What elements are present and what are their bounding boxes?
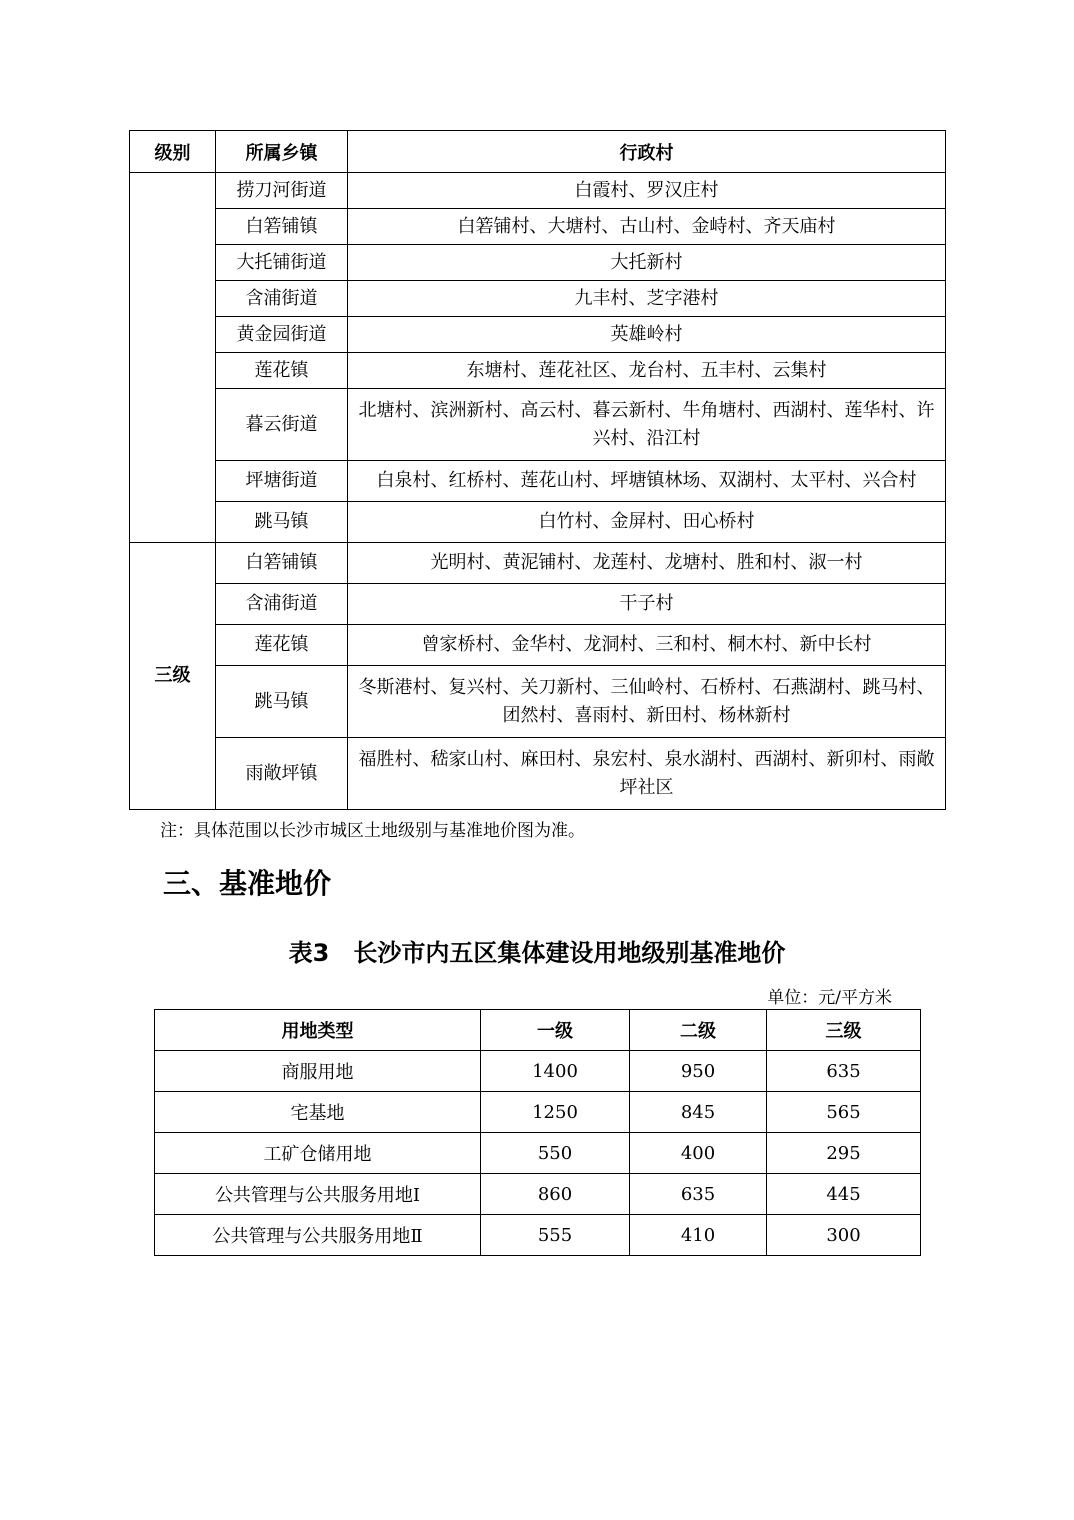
town-cell: 跳马镇 (216, 502, 348, 543)
villages-cell: 光明村、黄泥铺村、龙莲村、龙塘村、胜和村、淑一村 (348, 543, 946, 584)
table-row (130, 245, 946, 281)
villages-cell: 大托新村 (348, 245, 946, 281)
price-level-2-cell: 400 (630, 1133, 767, 1174)
price-level-1-cell: 860 (481, 1174, 630, 1215)
land-type-cell: 公共管理与公共服务用地Ⅱ (155, 1215, 481, 1256)
villages-cell: 干子村 (348, 584, 946, 625)
header-villages: 行政村 (348, 131, 946, 173)
town-cell: 含浦街道 (216, 584, 348, 625)
town-cell: 莲花镇 (216, 353, 348, 389)
table-row (130, 281, 946, 317)
price-level-2-cell: 845 (630, 1092, 767, 1133)
table-row (155, 1092, 921, 1133)
town-cell: 白箬铺镇 (216, 209, 348, 245)
header-level-3: 三级 (767, 1010, 921, 1051)
table-row (130, 389, 946, 461)
level-cell-blank (130, 173, 216, 543)
unit-label: 单位：元/平方米 (767, 988, 892, 1008)
town-cell: 含浦街道 (216, 281, 348, 317)
land-type-cell: 宅基地 (155, 1092, 481, 1133)
villages-cell: 白箬铺村、大塘村、古山村、金峙村、齐天庙村 (348, 209, 946, 245)
land-price-table (154, 1009, 921, 1256)
villages-cell: 冬斯港村、复兴村、关刀新村、三仙岭村、石桥村、石燕湖村、跳马村、团然村、喜雨村、新田村、杨林新村 (348, 666, 946, 738)
villages-cell: 曾家桥村、金华村、龙洞村、三和村、桐木村、新中长村 (348, 625, 946, 666)
table-row (155, 1215, 921, 1256)
price-level-3-cell: 635 (767, 1051, 921, 1092)
table-header-row (155, 1010, 921, 1051)
table-row (130, 543, 946, 584)
header-land-type: 用地类型 (155, 1010, 481, 1051)
town-cell: 雨敞坪镇 (216, 738, 348, 810)
town-cell: 暮云街道 (216, 389, 348, 461)
villages-cell: 白竹村、金屏村、田心桥村 (348, 502, 946, 543)
level-cell: 三级 (130, 543, 216, 810)
village-level-table (129, 130, 946, 810)
header-level: 级别 (130, 131, 216, 173)
town-cell: 黄金园街道 (216, 317, 348, 353)
villages-cell: 九丰村、芝字港村 (348, 281, 946, 317)
villages-cell: 英雄岭村 (348, 317, 946, 353)
land-type-cell: 公共管理与公共服务用地Ⅰ (155, 1174, 481, 1215)
table-caption: 表3 长沙市内五区集体建设用地级别基准地价 (288, 939, 786, 967)
price-level-2-cell: 950 (630, 1051, 767, 1092)
price-level-3-cell: 565 (767, 1092, 921, 1133)
land-type-cell: 商服用地 (155, 1051, 481, 1092)
table-row (155, 1051, 921, 1092)
villages-cell: 白霞村、罗汉庄村 (348, 173, 946, 209)
header-level-2: 二级 (630, 1010, 767, 1051)
table-row (130, 625, 946, 666)
table-header-row (130, 131, 946, 173)
table-row (130, 353, 946, 389)
table-row (130, 584, 946, 625)
village-table-body (130, 173, 946, 810)
price-level-1-cell: 1250 (481, 1092, 630, 1133)
villages-cell: 福胜村、嵇家山村、麻田村、泉宏村、泉水湖村、西湖村、新卯村、雨敞坪社区 (348, 738, 946, 810)
town-cell: 坪塘街道 (216, 461, 348, 502)
price-level-1-cell: 550 (481, 1133, 630, 1174)
table-row (130, 666, 946, 738)
table-row (130, 173, 946, 209)
price-level-1-cell: 555 (481, 1215, 630, 1256)
land-type-cell: 工矿仓储用地 (155, 1133, 481, 1174)
table-row (155, 1133, 921, 1174)
price-level-3-cell: 295 (767, 1133, 921, 1174)
villages-cell: 北塘村、滨洲新村、高云村、暮云新村、牛角塘村、西湖村、莲华村、许兴村、沿江村 (348, 389, 946, 461)
villages-cell: 白泉村、红桥村、莲花山村、坪塘镇林场、双湖村、太平村、兴合村 (348, 461, 946, 502)
town-cell: 捞刀河街道 (216, 173, 348, 209)
table-row (155, 1174, 921, 1215)
price-table-body (155, 1051, 921, 1256)
price-level-3-cell: 445 (767, 1174, 921, 1215)
table-note: 注：具体范围以长沙市城区土地级别与基准地价图为准。 (160, 821, 585, 841)
town-cell: 白箬铺镇 (216, 543, 348, 584)
section-title: 三、基准地价 (163, 867, 332, 900)
table-row (130, 502, 946, 543)
table-row (130, 317, 946, 353)
price-level-3-cell: 300 (767, 1215, 921, 1256)
town-cell: 大托铺街道 (216, 245, 348, 281)
price-level-1-cell: 1400 (481, 1051, 630, 1092)
header-level-1: 一级 (481, 1010, 630, 1051)
price-level-2-cell: 410 (630, 1215, 767, 1256)
table-row (130, 209, 946, 245)
town-cell: 跳马镇 (216, 666, 348, 738)
town-cell: 莲花镇 (216, 625, 348, 666)
price-level-2-cell: 635 (630, 1174, 767, 1215)
table-row (130, 738, 946, 810)
table-row (130, 461, 946, 502)
header-town: 所属乡镇 (216, 131, 348, 173)
villages-cell: 东塘村、莲花社区、龙台村、五丰村、云集村 (348, 353, 946, 389)
